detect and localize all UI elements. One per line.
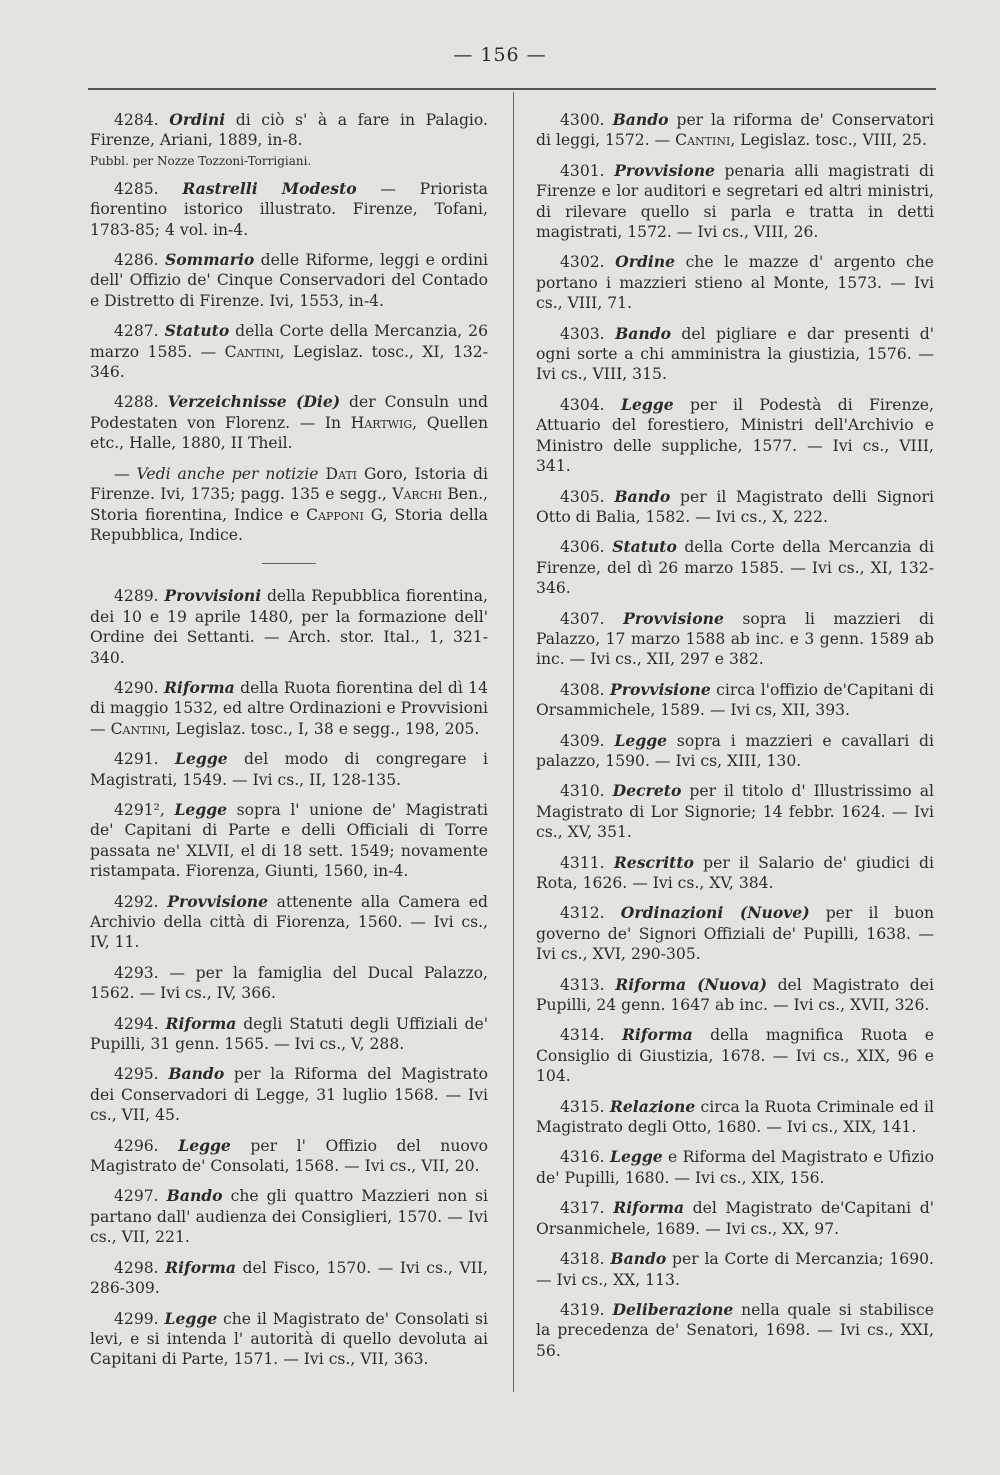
entry-text: della Ruota fiorentina del dì 14 di maggio 1532, ed altre Ordinazioni e Provvisioni —: [90, 678, 488, 738]
entry-number: 4306.: [560, 538, 605, 557]
entry-text: der Consuln und Podestaten von Florenz. — In: [90, 393, 488, 432]
entry-4310: [536, 781, 934, 842]
entry-text: del modo di congregare i Magistrati, 1549. — Ivi cs., II, 128-135.: [90, 750, 488, 789]
entry-text: Ben., Storia fiorentina, Indice e: [90, 485, 488, 524]
entry-number: 4303.: [560, 324, 605, 343]
entry-number: 4296.: [114, 1136, 159, 1155]
entry-keyword: Bando: [610, 1249, 667, 1269]
page-number: — 156 —: [453, 44, 547, 66]
entry-keyword: Bando: [166, 1186, 223, 1206]
entry-number: 4299.: [114, 1309, 159, 1328]
entry-number: 4315.: [560, 1097, 605, 1116]
entry-number: 4297.: [114, 1187, 159, 1206]
entry-number: 4291.: [114, 750, 159, 769]
entry-4292: [90, 892, 488, 953]
entry-4288: [90, 392, 488, 453]
entry-number: 4305.: [560, 487, 605, 506]
entry-keyword: Statuto: [612, 537, 677, 557]
entry-4294: [90, 1014, 488, 1055]
entry-text: per l' Offizio del nuovo Magistrato de' Consolati, 1568. — Ivi cs., VII, 20.: [90, 1136, 488, 1176]
entry-keyword: Rastrelli Modesto: [182, 178, 357, 198]
entry-text: attenente alla Camera ed Archivio della città di Fiorenza, 1560. — Ivi cs., IV, 11.: [90, 892, 488, 952]
entry-4309: [536, 731, 934, 772]
entry-4311: [536, 853, 934, 894]
entry-text: per la riforma de' Conservatori di leggi, 1572. —: [536, 111, 934, 150]
entry-number: 4308.: [560, 680, 605, 699]
see-also-text: Vedi anche per notizie: [136, 464, 319, 483]
entry-number: 4289.: [114, 587, 159, 606]
entry-keyword: Legge: [621, 394, 674, 414]
entry-text: sopra i mazzieri e cavallari di palazzo, 1590. — Ivi cs, XIII, 130.: [536, 731, 934, 770]
entry-keyword: Legge: [174, 799, 228, 819]
entry-number: 4302.: [560, 253, 605, 272]
entry-text: del Magistrato dei Pupilli, 24 genn. 1647 ab inc. — Ivi cs., XVII, 326.: [536, 975, 934, 1015]
entry-text: — Priorista fiorentino istorico illustrato. Firenze, Tofani, 1783-85; 4 vol. in-4.: [90, 179, 488, 239]
entry-keyword: Legge: [178, 1135, 231, 1155]
left-column: [90, 110, 488, 1380]
entry-keyword: Legge: [164, 1308, 218, 1328]
entry-text: che gli quattro Mazzieri non si partano dall' audienza dei Consiglieri, 1570. — Ivi cs., VII, 221.: [90, 1187, 488, 1247]
entry-4287: [90, 321, 488, 382]
entry-4296: [90, 1136, 488, 1177]
entry-number: 4307.: [560, 609, 605, 628]
entry-4302: [536, 252, 934, 313]
author-name: Cantini: [224, 342, 280, 361]
entry-4295: [90, 1064, 488, 1125]
entry-text: e Riforma del Magistrato e Ufizio de' Pupilli, 1680. — Ivi cs., XIX, 156.: [536, 1148, 934, 1187]
entry-keyword: Legge: [175, 749, 228, 769]
entry-keyword: Bando: [612, 110, 669, 129]
entry-4313: [536, 975, 934, 1016]
entry-number: 4292.: [114, 892, 159, 911]
entry-keyword: Relazione: [609, 1096, 696, 1116]
entry-keyword: Riforma: [165, 1257, 236, 1277]
top-rule: [88, 88, 936, 90]
entry-4291-2: [90, 800, 488, 882]
entry-4316: [536, 1147, 934, 1188]
entry-number: 4288.: [114, 393, 159, 412]
entry-number: 4317.: [560, 1199, 605, 1218]
entry-4298: [90, 1258, 488, 1299]
entry-4284: [90, 110, 488, 151]
entry-4305: [536, 487, 934, 528]
entry-number: 4319.: [560, 1300, 605, 1319]
entry-text: per il titolo d' Illustrissimo al Magistrato di Lor Signorie; 14 febbr. 1624. — Ivi cs., XV, 351.: [536, 782, 934, 842]
entry-text: Goro, Istoria di Firenze. Ivi, 1735; pagg. 135 e segg.,: [90, 464, 488, 504]
entry-keyword: Riforma: [165, 1013, 237, 1033]
entry-4299: [90, 1309, 488, 1370]
entry-4307: [536, 609, 934, 670]
entry-text: che le mazze d' argento che portano i mazzieri stieno al Monte, 1573. — Ivi cs., VIII, 71.: [536, 253, 934, 313]
entry-text: per il Magistrato delli Signori Otto di Balia, 1582. — Ivi cs., X, 222.: [536, 487, 934, 526]
entry-number: 4293.: [114, 963, 159, 982]
entry-4315: [536, 1097, 934, 1138]
entry-text: per il Podestà di Firenze, Attuario del forestiero, Ministri dell'Archivio e Ministro delle suppliche, 1577. — Ivi cs., VIII, 341.: [536, 395, 934, 476]
entry-text: nella quale si stabilisce la precedenza de' Senatori, 1698. — Ivi cs., XXI, 56.: [536, 1300, 934, 1360]
entry-keyword: Bando: [614, 486, 671, 506]
author-name: Cantini: [110, 719, 166, 738]
entry-4285: [90, 179, 488, 240]
section-separator: [262, 563, 316, 564]
entry-number: 4291²,: [114, 800, 175, 819]
entry-4314: [536, 1025, 934, 1086]
entry-text: G, Storia della Repubblica, Indice.: [90, 505, 488, 544]
entry-text: della Repubblica fiorentina, dei 10 e 19 aprile 1480, per la formazione dell' Ordine dei Settanti. — Arch. stor. Ital., 1, 321-340.: [90, 587, 488, 667]
entry-text: , Quellen etc., Halle, 1880, II Theil.: [90, 413, 489, 453]
entry-4317: [536, 1198, 934, 1239]
entry-keyword: Verzeichnisse (Die): [167, 392, 341, 412]
entry-4303: [536, 324, 934, 385]
author-name: Varchi: [392, 485, 443, 504]
entry-number: 4290.: [114, 678, 159, 697]
entry-text: circa l'offizio de'Capitani di Orsammichele, 1589. — Ivi cs, XII, 393.: [536, 680, 934, 720]
entry-number: 4318.: [560, 1250, 605, 1269]
entry-number: 4312.: [560, 904, 605, 923]
entry-text: sopra li mazzieri di Palazzo, 17 marzo 1588 ab inc. e 3 genn. 1589 ab inc. — Ivi cs., XII, 297 e 382.: [536, 609, 934, 669]
entry-number: 4294.: [114, 1014, 159, 1033]
entry-4300: [536, 110, 934, 151]
entry-text: , Legislaz. tosc., VIII, 25.: [730, 131, 927, 150]
entry-4297: [90, 1186, 488, 1247]
entry-text: di ciò s' à a fare in Palagio. Firenze, Ariani, 1889, in-8.: [90, 111, 488, 150]
entry-text: per la Riforma del Magistrato dei Conservadori di Legge, 31 luglio 1568. — Ivi cs., VII, 45.: [90, 1065, 488, 1125]
entry-keyword: Provvisione: [614, 160, 715, 180]
author-name: Dati: [318, 464, 357, 483]
author-name: Cantini: [675, 131, 731, 150]
entry-number: 4304.: [560, 395, 605, 414]
entry-text: della Corte della Mercanzia, 26 marzo 1585. —: [90, 322, 488, 361]
author-name: Hartwig: [350, 413, 413, 432]
entry-text: per il Salario de' giudici di Rota, 1626. — Ivi cs., XV, 384.: [536, 853, 934, 892]
author-name: Capponi: [306, 505, 364, 524]
entry-text: che il Magistrato de' Consolati si levi, e si intenda l' autorità di quello devoluta ai Capitani di Parte, 1571. — Ivi cs., VII, 363.: [90, 1309, 488, 1369]
entry-text: delle Riforme, leggi e ordini dell' Offizio de' Cinque Conservadori del Contado e Distretto di Firenze. Ivi, 1553, in-4.: [90, 251, 488, 310]
entry-keyword: Provvisione: [167, 891, 269, 911]
entry-number: 4313.: [560, 975, 605, 994]
entry-keyword: Deliberazione: [612, 1299, 734, 1319]
entry-number: 4316.: [560, 1148, 605, 1167]
entry-number: 4286.: [114, 251, 159, 270]
entry-number: 4287.: [114, 322, 159, 341]
entry-text: sopra l' unione de' Magistrati de' Capitani di Parte e delli Officiali di Torre passata ne' XLVII, el di 18 sett. 1549; novamente ristampata. Fiorenza, Giunti, 1560, in-4.: [90, 800, 488, 881]
entry-text: circa la Ruota Criminale ed il Magistrato degli Otto, 1680. — Ivi cs., XIX, 141.: [536, 1097, 934, 1137]
entry-keyword: Bando: [168, 1064, 225, 1084]
entry-text: del pigliare e dar presenti d' ogni sorte a chi amministra la giustizia, 1576. — Ivi cs., VIII, 315.: [536, 324, 934, 384]
entry-4319: [536, 1300, 934, 1361]
entry-keyword: Legge: [614, 730, 668, 750]
entry-keyword: Bando: [615, 323, 672, 343]
entry-keyword: Statuto: [164, 321, 230, 341]
entry-text: del Magistrato de'Capitani d' Orsanmichele, 1689. — Ivi cs., XX, 97.: [536, 1199, 934, 1238]
entry-number: 4300.: [560, 111, 605, 129]
entry-4291: [90, 749, 488, 790]
entry-keyword: Legge: [610, 1147, 663, 1167]
entry-number: 4285.: [114, 179, 159, 198]
right-column: [536, 110, 934, 1371]
entry-4308: [536, 680, 934, 721]
entry-number: 4309.: [560, 731, 605, 750]
entry-note: Pubbl. per Nozze Tozzoni-Torrigiani.: [90, 153, 312, 168]
entry-number: 4314.: [560, 1026, 605, 1045]
entry-4286: [90, 250, 488, 311]
entry-text: degli Statuti degli Uffiziali de' Pupilli, 31 genn. 1565. — Ivi cs., V, 288.: [90, 1014, 488, 1054]
entry-keyword: Decreto: [612, 781, 682, 801]
entry-text: penaria alli magistrati di Firenze e lor auditori e segretari ed altri ministri, di rilevare quello si parla e tratta in detti magistrati, 1572. — Ivi cs., VIII, 26.: [536, 161, 934, 242]
entry-keyword: Riforma (Nuova): [615, 974, 767, 994]
entry-text: della magnifica Ruota e Consiglio di Giustizia, 1678. — Ivi cs., XIX, 96 e 104.: [536, 1026, 934, 1086]
entry-text: , Legislaz. tosc., I, 38 e segg., 198, 205.: [165, 719, 480, 738]
entry-keyword: Riforma: [613, 1198, 685, 1218]
entry-number: 4311.: [560, 853, 605, 872]
entry-keyword: Riforma: [621, 1025, 693, 1045]
entry-number: 4310.: [560, 782, 605, 801]
entry-number: 4284.: [114, 111, 159, 129]
entry-keyword: Ordinazioni (Nuove): [620, 903, 810, 923]
entry-keyword: Ordine: [615, 252, 676, 272]
entry-keyword: Ordini: [169, 110, 226, 129]
entry-text: della Corte della Mercanzia di Firenze, del dì 26 marzo 1585. — Ivi cs., XI, 132-346.: [536, 538, 934, 598]
entry-number: 4298.: [114, 1258, 159, 1277]
entry-see-also: [90, 464, 488, 546]
entry-number: 4301.: [560, 161, 605, 180]
entry-keyword: Riforma: [163, 677, 235, 697]
entry-4290: [90, 678, 488, 739]
entry-keyword: Rescritto: [613, 852, 694, 872]
entry-text: — per la famiglia del Ducal Palazzo, 1562. — Ivi cs., IV, 366.: [90, 963, 488, 1003]
entry-number: 4295.: [114, 1065, 159, 1084]
entry-text: del Fisco, 1570. — Ivi cs., VII, 286-309.: [90, 1258, 488, 1298]
entry-text: per la Corte di Mercanzia; 1690. — Ivi cs., XX, 113.: [536, 1250, 934, 1289]
entry-keyword: Provvisioni: [164, 586, 262, 606]
entry-4293: [90, 963, 488, 1004]
entry-4289: [90, 586, 488, 668]
entry-4304: [536, 395, 934, 477]
entry-keyword: Provvisione: [610, 679, 711, 699]
entry-4306: [536, 537, 934, 598]
column-rule: [513, 92, 514, 1392]
entry-dash: —: [114, 464, 137, 483]
entry-keyword: Sommario: [165, 250, 255, 270]
entry-4312: [536, 903, 934, 964]
entry-text: per il buon governo de' Signori Offiziali de' Pupilli, 1638. — Ivi cs., XVI, 290-305.: [536, 904, 935, 964]
entry-text: , Legislaz. tosc., XI, 132-346.: [90, 342, 488, 382]
entry-keyword: Provvisione: [623, 608, 724, 628]
entry-4318: [536, 1249, 934, 1290]
entry-4301: [536, 161, 934, 243]
